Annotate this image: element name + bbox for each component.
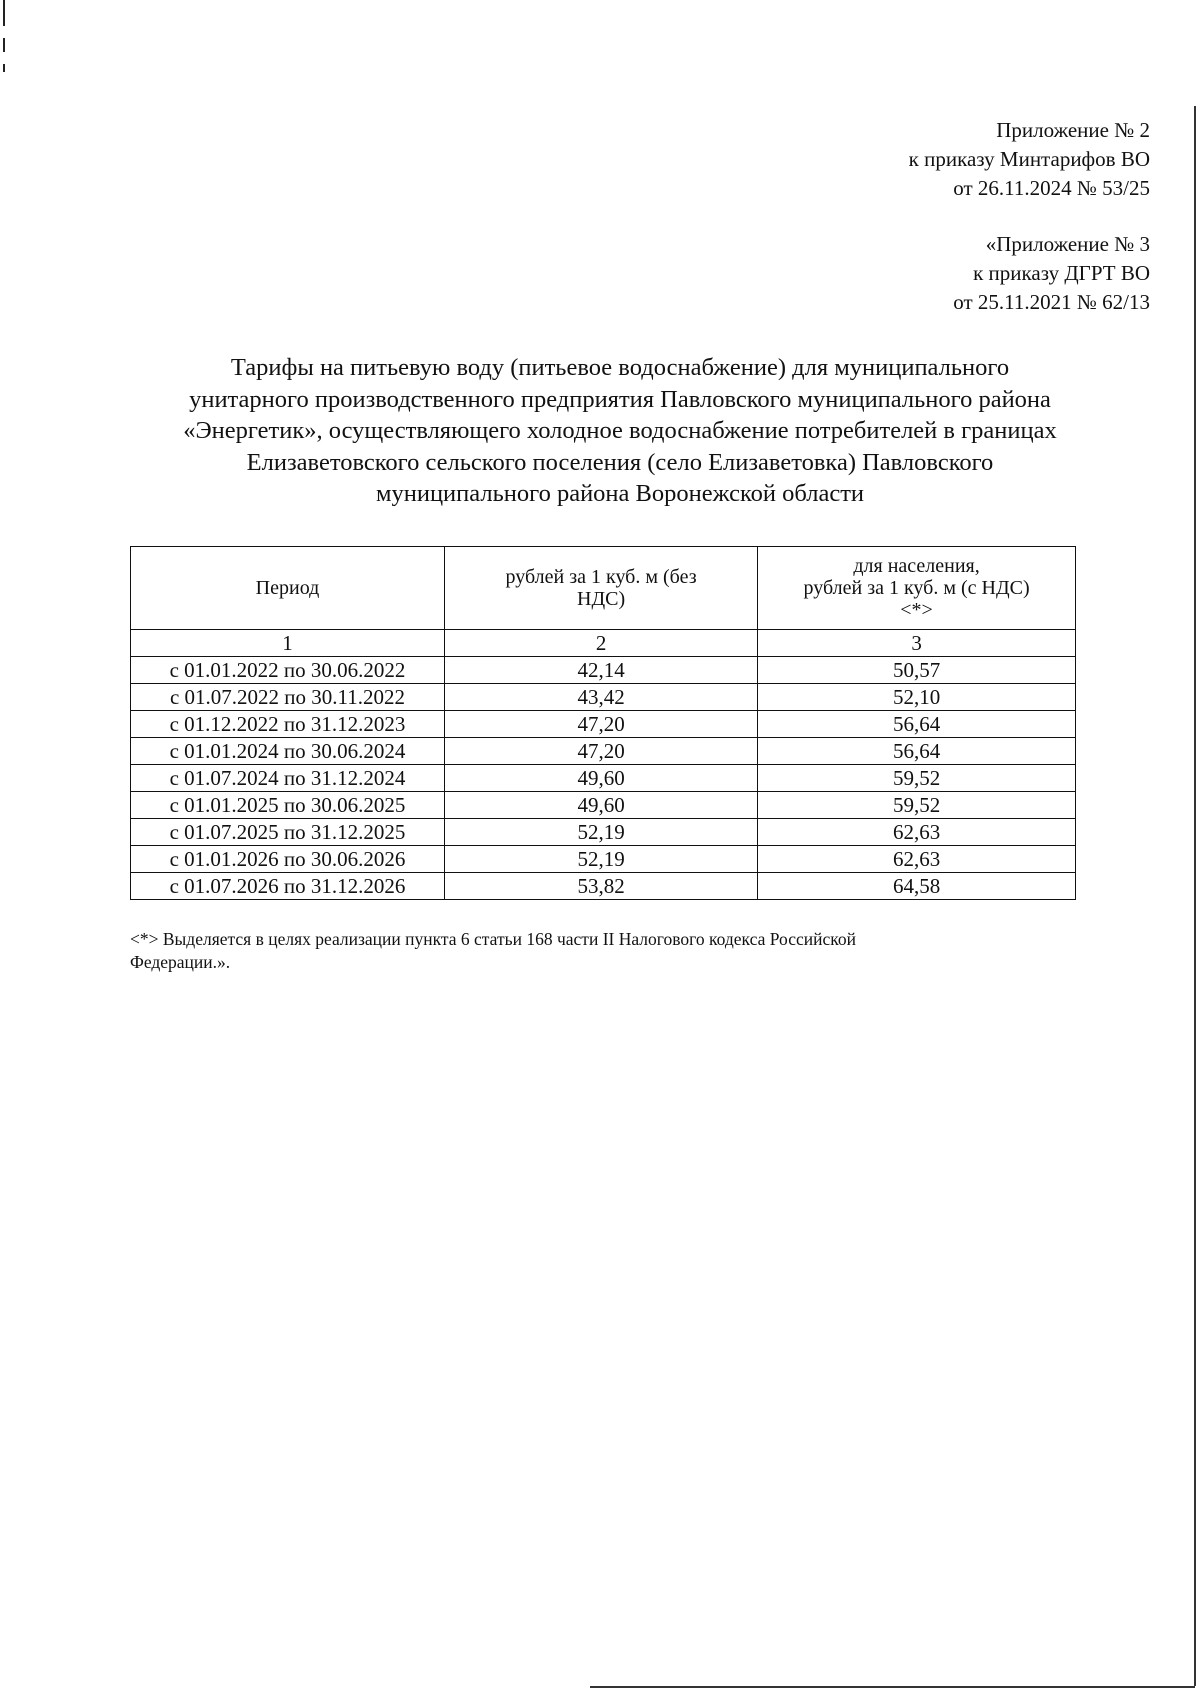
table-row (131, 711, 1076, 738)
cell-period: с 01.07.2022 по 30.11.2022 (131, 684, 445, 711)
cell-period: с 01.07.2026 по 31.12.2026 (131, 873, 445, 900)
cell-without-vat: 52,19 (444, 846, 757, 873)
footnote-line: Федерации.». (130, 952, 231, 972)
cell-period: с 01.01.2024 по 30.06.2024 (131, 738, 445, 765)
scan-mark (3, 64, 5, 72)
scan-edge-bottom (590, 1686, 1195, 1688)
appendix-header-previous (953, 230, 1150, 317)
column-number: 3 (758, 630, 1076, 657)
table-row (131, 657, 1076, 684)
column-number: 2 (444, 630, 757, 657)
cell-without-vat: 49,60 (444, 792, 757, 819)
title-line: Елизаветовского сельского поселения (село Елизаветовка) Павловского (246, 448, 994, 476)
cell-with-vat: 59,52 (758, 765, 1076, 792)
appendix-line: от 26.11.2024 № 53/25 (953, 176, 1150, 200)
scan-edge-right (1194, 106, 1196, 1686)
table-row (131, 765, 1076, 792)
table-row (131, 819, 1076, 846)
title-line: муниципального района Воронежской области (375, 480, 865, 507)
cell-with-vat: 56,64 (758, 738, 1076, 765)
appendix-line: Приложение № 2 (996, 118, 1150, 142)
appendix-line: к приказу ДГРТ ВО (973, 261, 1150, 285)
scan-mark (3, 38, 5, 52)
cell-period: с 01.01.2026 по 30.06.2026 (131, 846, 445, 873)
table-row (131, 738, 1076, 765)
scan-mark (3, 0, 5, 26)
cell-period: с 01.01.2025 по 30.06.2025 (131, 792, 445, 819)
cell-with-vat: 56,64 (758, 711, 1076, 738)
cell-with-vat: 59,52 (758, 792, 1076, 819)
footnote-line: <*> Выделяется в целях реализации пункта 6 статьи 168 части II Налогового кодекса Российской (130, 929, 856, 949)
appendix-line: к приказу Минтарифов ВО (908, 147, 1150, 171)
cell-period: с 01.01.2022 по 30.06.2022 (131, 657, 445, 684)
cell-period: с 01.07.2025 по 31.12.2025 (131, 819, 445, 846)
table-header-row (131, 547, 1076, 630)
table-row (131, 846, 1076, 873)
cell-with-vat: 62,63 (758, 819, 1076, 846)
cell-without-vat: 47,20 (444, 738, 757, 765)
cell-without-vat: 42,14 (444, 657, 757, 684)
column-number-row (131, 630, 1076, 657)
footnote (130, 928, 1090, 974)
appendix-line: от 25.11.2021 № 62/13 (953, 290, 1150, 314)
cell-without-vat: 52,19 (444, 819, 757, 846)
cell-period: с 01.07.2024 по 31.12.2024 (131, 765, 445, 792)
header-without-vat: рублей за 1 куб. м (без НДС) (444, 547, 757, 630)
appendix-header-current (909, 116, 1150, 203)
cell-without-vat: 49,60 (444, 765, 757, 792)
cell-with-vat: 50,57 (758, 657, 1076, 684)
title-line: «Энергетик», осуществляющего холодное водоснабжение потребителей в границах (183, 417, 1057, 444)
title-line: Тарифы на питьевую воду (питьевое водоснабжение) для муниципального (230, 354, 1010, 381)
tariff-table (130, 546, 1076, 900)
column-number: 1 (131, 630, 445, 657)
table-row (131, 873, 1076, 900)
header-with-vat: для населения, рублей за 1 куб. м (с НДС) <*> (758, 547, 1076, 630)
title-line: унитарного производственного предприятия Павловского муниципального района (189, 385, 1051, 413)
table-row (131, 792, 1076, 819)
appendix-line: «Приложение № 3 (985, 232, 1150, 256)
header-period: Период (131, 547, 445, 630)
cell-without-vat: 53,82 (444, 873, 757, 900)
cell-without-vat: 43,42 (444, 684, 757, 711)
table-row (131, 684, 1076, 711)
cell-without-vat: 47,20 (444, 711, 757, 738)
cell-with-vat: 64,58 (758, 873, 1076, 900)
document-title (100, 352, 1140, 510)
cell-with-vat: 52,10 (758, 684, 1076, 711)
cell-with-vat: 62,63 (758, 846, 1076, 873)
cell-period: с 01.12.2022 по 31.12.2023 (131, 711, 445, 738)
